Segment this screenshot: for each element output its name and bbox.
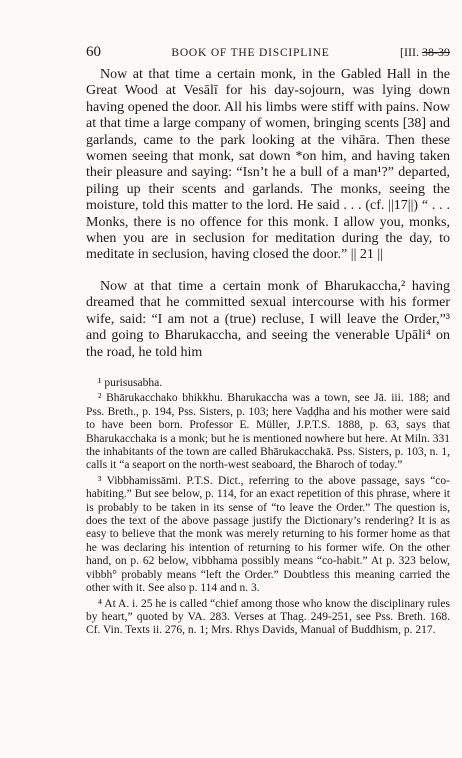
main-text — [86, 67, 450, 361]
footnote-4: ⁴ At A. i. 25 he is called “chief among those who know the disciplinary rules by heart,” quoted by VA. 283. Verses at Thag. 249-251, see Pss. Breth. 168. Cf. Vin. Texts ii. 276, n. 1; Mrs. Rhys Davids, Manual of Buddhism, p. 217. — [86, 597, 450, 637]
section-reference — [400, 45, 450, 60]
footnote-3: ³ Vibbhamissāmi. P.T.S. Dict., referring to the above passage, says “co-habiting.” But see below, p. 114, for an exact repetition of this phrase, where it is probably to be taken in its sense of “to leave the Order.” The question is, does the text of the above passage justify the Dictionary’s rendering? It is as easy to believe that the monk was merely returning to his former home as that he was declaring his intention of returning to his former wife. On the other hand, on p. 62 below, vibbhama possibly means “co-habit.” At p. 323 below, vibbh° probably means “left the Order.” Doubtless this meaning carried the other with it. See also p. 114 and n. 3. — [86, 474, 450, 595]
running-header — [86, 44, 450, 61]
footnote-1: ¹ purisusabha. — [98, 377, 163, 389]
section-prefix: [III. — [400, 45, 419, 59]
running-title: BOOK OF THE DISCIPLINE — [171, 47, 330, 59]
footnote-2: ² Bhārukacchako bhikkhu. Bharukaccha was a town, see Jā. iii. 188; and Pss. Breth., p. 194, Pss. Sisters, p. 103; here Vaḍḍha and his mother were said to have been born. Professor E. Müller, J.P.T.S. 1888, p. 63, says that Bharukacchaka is a monk; but he is mentioned nowhere but here. At Miln. 331 the inhabitants of the town are called Bhārukacchakā. Pss. Sisters, p. 103, n. 1, calls it “a seaport on the north-west seaboard, the Bharoch of today.” — [86, 392, 450, 472]
section-pages: 38-39 — [421, 45, 450, 59]
footnotes — [86, 377, 450, 640]
page-number: 60 — [86, 44, 101, 60]
paragraph-1: Now at that time a certain monk, in the Gabled Hall in the Great Wood at Vesālī for his day-sojourn, was lying down having opened the door. All his limbs were stiff with pains. Now at that time a large company of women, bringing scents [38] and garlands, came to the park looking at the vihāra. Then these women seeing that monk, sat down *on him, and having taken their pleasure and saying: “Isn’t he a bull of a man¹?” departed, piling up their scents and garlands. The monks, seeing the moisture, told this matter to the lord. He said . . . (cf. ||17||) “ . . . Monks, there is no offence for this monk. I allow you, monks, when you are in seclusion for meditation during the day, to meditate in seclusion, having closed the door.” || 21 || — [86, 67, 450, 263]
paragraph-2: Now at that time a certain monk of Bharukaccha,² having dreamed that he committed sexual intercourse with his former wife, said: “I am not a (true) recluse, I will leave the Order,”³ and going to Bharukaccha, and seeing the venerable Upāli⁴ on the road, he told him — [86, 278, 450, 360]
